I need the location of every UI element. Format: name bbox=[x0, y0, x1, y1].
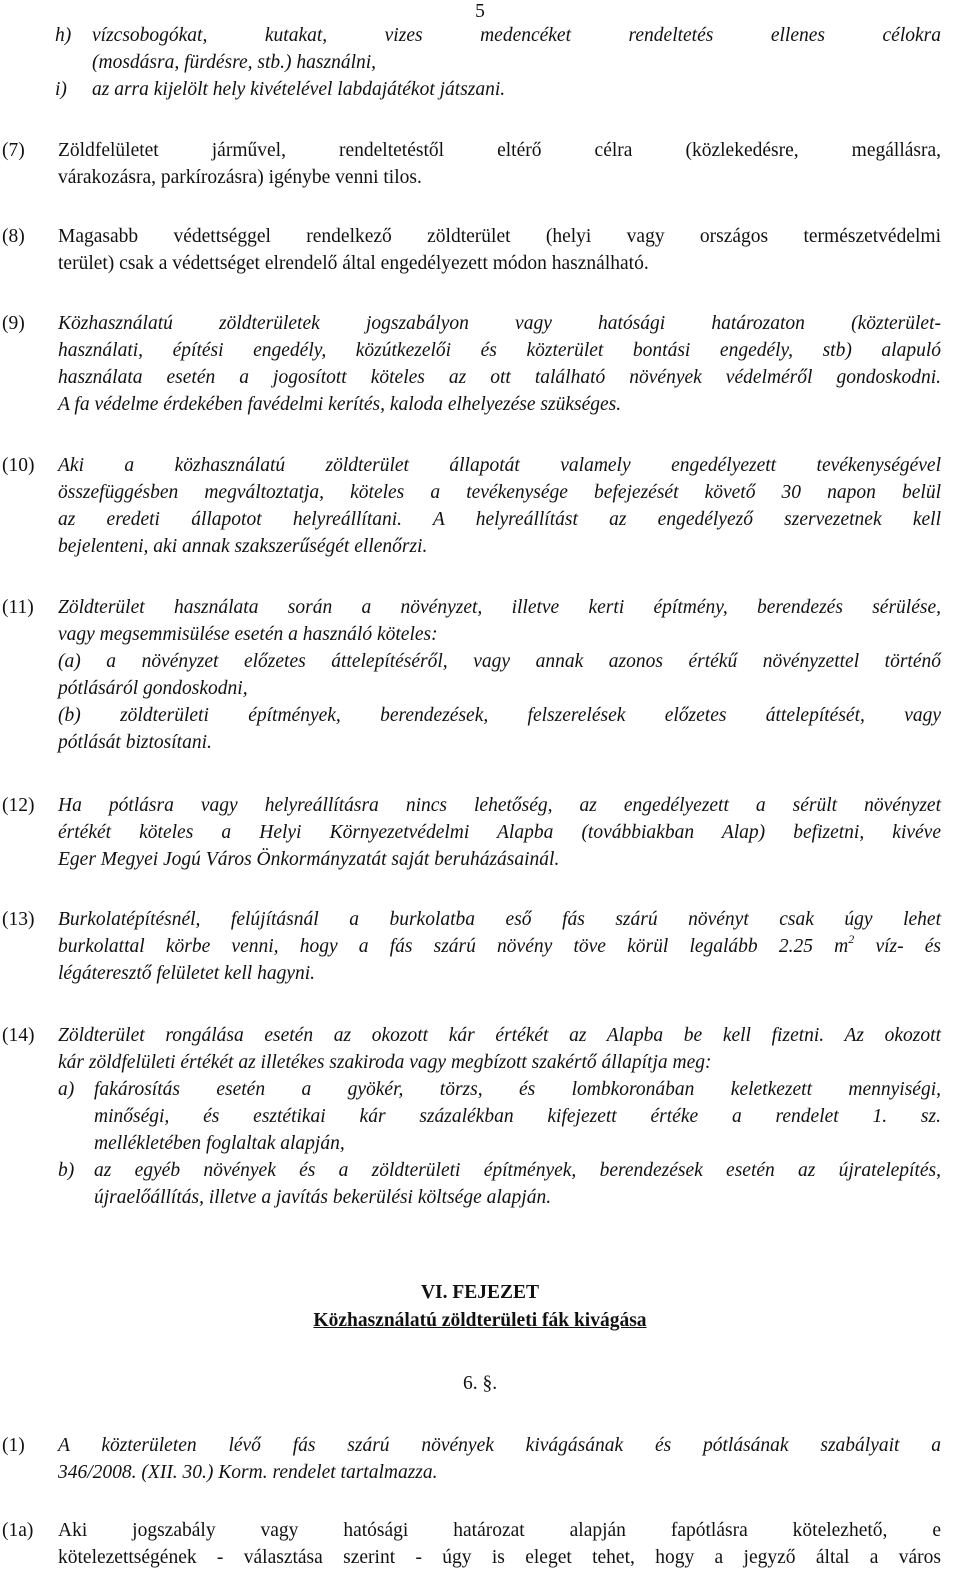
paragraph-11-b-line-2: pótlását biztosítani. bbox=[58, 732, 212, 753]
paragraph-13-line-3: légáteresztő felületet kell hagyni. bbox=[58, 963, 316, 984]
chapter-subtitle: Közhasználatú zöldterületi fák kivágása bbox=[313, 1310, 647, 1331]
section-paragraph-1a-number: (1a) bbox=[2, 1520, 34, 1541]
section-paragraph-1a-line-2: kötelezettségének - választása szerint - úgy is eleget tehet, hogy a jegyző által a város bbox=[58, 1547, 941, 1568]
paragraph-8-line-1: Magasabb védettséggel rendelkező zöldterület (helyi vagy országos természetvédelmi bbox=[58, 226, 941, 247]
paragraph-10-line-4: bejelenteni, aki annak szakszerűségét ellenőrzi. bbox=[58, 536, 428, 557]
paragraph-14-item-a-line-3: mellékletében foglaltak alapján, bbox=[94, 1133, 345, 1154]
paragraph-9-number: (9) bbox=[2, 313, 25, 334]
paragraph-14-item-b bbox=[58, 1157, 941, 1211]
section-paragraph-1a-line-1: Aki jogszabály vagy hatósági határozat alapján fapótlásra kötelezhető, e bbox=[58, 1520, 941, 1541]
paragraph-7-line-1: Zöldfelületet járművel, rendeltetéstől eltérő célra (közlekedésre, megállásra, bbox=[58, 140, 941, 161]
paragraph-12-line-1: Ha pótlásra vagy helyreállításra nincs lehetőség, az engedélyezett a sérült növényzet bbox=[58, 795, 941, 816]
paragraph-10-number: (10) bbox=[2, 455, 35, 476]
section-number: 6. §. bbox=[462, 1373, 498, 1394]
section-paragraph-1a bbox=[0, 1517, 960, 1571]
paragraph-14-item-b-line-2: újraelőállítás, illetve a javítás bekerülési költsége alapján. bbox=[94, 1187, 552, 1208]
section-paragraph-1-line-1: A közterületen lévő fás szárú növények kivágásának és pótlásának szabályait a bbox=[58, 1435, 941, 1456]
paragraph-9 bbox=[0, 310, 960, 418]
section-paragraph-1 bbox=[0, 1432, 960, 1486]
paragraph-13-line-1: Burkolatépítésnél, felújításnál a burkolatba eső fás szárú növényt csak úgy lehet bbox=[58, 909, 941, 930]
paragraph-14-item-b-label: b) bbox=[58, 1160, 75, 1181]
paragraph-8-line-2: terület) csak a védettséget elrendelő által engedélyezett módon használható. bbox=[58, 253, 649, 274]
chapter-subtitle-wrap bbox=[0, 1307, 960, 1334]
paragraph-11-number: (11) bbox=[2, 597, 34, 618]
page-number: 5 bbox=[475, 1, 485, 22]
paragraph-7-line-2: várakozásra, parkírozásra) igénybe venni tilos. bbox=[58, 167, 422, 188]
paragraph-11-line-1: Zöldterület használata során a növényzet, illetve kerti építmény, berendezés sérülése, bbox=[58, 597, 941, 618]
paragraph-7-number: (7) bbox=[2, 140, 25, 161]
paragraph-11-a-line-2: pótlásáról gondoskodni, bbox=[58, 678, 248, 699]
chapter-title: VI. FEJEZET bbox=[420, 1282, 540, 1303]
paragraph-10-line-1: Aki a közhasználatú zöldterület állapotát valamely engedélyezett tevékenységével bbox=[58, 455, 941, 476]
paragraph-10-line-3: az eredeti állapotot helyreállítani. A helyreállítást az engedélyező szervezetnek kell bbox=[58, 509, 941, 530]
item-i-label: i) bbox=[55, 79, 67, 100]
square-superscript: 2 bbox=[848, 932, 855, 946]
paragraph-13-line-2-tail: víz- és bbox=[875, 936, 942, 957]
item-i-line: az arra kijelölt hely kivételével labdajátékot játszani. bbox=[92, 79, 506, 100]
paragraph-11-line-2: vagy megsemmisülése esetén a használó köteles: bbox=[58, 624, 438, 645]
paragraph-12 bbox=[0, 792, 960, 873]
paragraph-12-line-2: értékét köteles a Helyi Környezetvédelmi Alapba (továbbiakban Alap) befizetni, kivéve bbox=[58, 822, 941, 843]
paragraph-14 bbox=[0, 1022, 960, 1211]
paragraph-11-a-line-1: (a) a növényzet előzetes áttelepítéséről, vagy annak azonos értékű növényzettel történő bbox=[58, 651, 941, 672]
section-paragraph-1-line-2: 346/2008. (XII. 30.) Korm. rendelet tartalmazza. bbox=[58, 1462, 438, 1483]
paragraph-14-item-a-line-1: fakárosítás esetén a gyökér, törzs, és lombkoronában keletkezett mennyiségi, bbox=[94, 1079, 941, 1100]
paragraph-10-line-2: összefüggésben megváltoztatja, köteles a tevékenysége befejezését követő 30 napon belül bbox=[58, 482, 941, 503]
paragraph-8 bbox=[0, 223, 960, 277]
paragraph-14-item-a bbox=[58, 1076, 941, 1157]
paragraph-12-line-3: Eger Megyei Jogú Város Önkormányzatát saját beruházásainál. bbox=[58, 849, 560, 870]
item-i bbox=[0, 76, 960, 103]
paragraph-10 bbox=[0, 452, 960, 560]
paragraph-14-number: (14) bbox=[2, 1025, 35, 1046]
paragraph-9-line-3: használata esetén a jogosított köteles az ott található növények védelméről gondoskodni. bbox=[58, 367, 941, 388]
section-paragraph-1-number: (1) bbox=[2, 1435, 25, 1456]
item-h-line-2: (mosdásra, fürdésre, stb.) használni, bbox=[92, 52, 377, 73]
paragraph-13-number: (13) bbox=[2, 909, 35, 930]
paragraph-9-line-2: használati, építési engedély, közútkezelői és közterület bontási engedély, stb) alapuló bbox=[58, 340, 941, 361]
item-h-line-1: vízcsobogókat, kutakat, vizes medencéket rendeltetés ellenes célokra bbox=[92, 25, 941, 46]
paragraph-12-number: (12) bbox=[2, 795, 35, 816]
paragraph-7 bbox=[0, 137, 960, 191]
item-h-label: h) bbox=[55, 25, 72, 46]
paragraph-8-number: (8) bbox=[2, 226, 25, 247]
paragraph-9-line-1: Közhasználatú zöldterületek jogszabályon vagy hatósági határozaton (közterület- bbox=[58, 313, 941, 334]
paragraph-11-b-line-1: (b) zöldterületi építmények, berendezések, felszerelések előzetes áttelepítését, vagy bbox=[58, 705, 941, 726]
paragraph-14-item-a-line-2: minőségi, és esztétikai kár százalékban kifejezett értéke a rendelet 1. sz. bbox=[94, 1106, 941, 1127]
paragraph-13-line-2-text: burkolattal körbe venni, hogy a fás szárú növény töve körül legalább 2.25 m bbox=[58, 936, 849, 957]
paragraph-9-line-4: A fa védelme érdekében favédelmi kerítés, kaloda elhelyezése szükséges. bbox=[58, 394, 622, 415]
paragraph-14-item-b-line-1: az egyéb növények és a zöldterületi építmények, berendezések esetén az újratelepítés, bbox=[94, 1160, 941, 1181]
paragraph-13 bbox=[0, 906, 960, 987]
paragraph-14-line-2: kár zöldfelületi értékét az illetékes szakiroda vagy megbízott szakértő állapítja meg: bbox=[58, 1052, 712, 1073]
paragraph-14-item-a-label: a) bbox=[58, 1079, 75, 1100]
paragraph-11 bbox=[0, 594, 960, 756]
paragraph-13-line-2 bbox=[58, 933, 941, 960]
item-h bbox=[0, 22, 960, 76]
paragraph-14-line-1: Zöldterület rongálása esetén az okozott kár értékét az Alapba be kell fizetni. Az okozott bbox=[58, 1025, 941, 1046]
